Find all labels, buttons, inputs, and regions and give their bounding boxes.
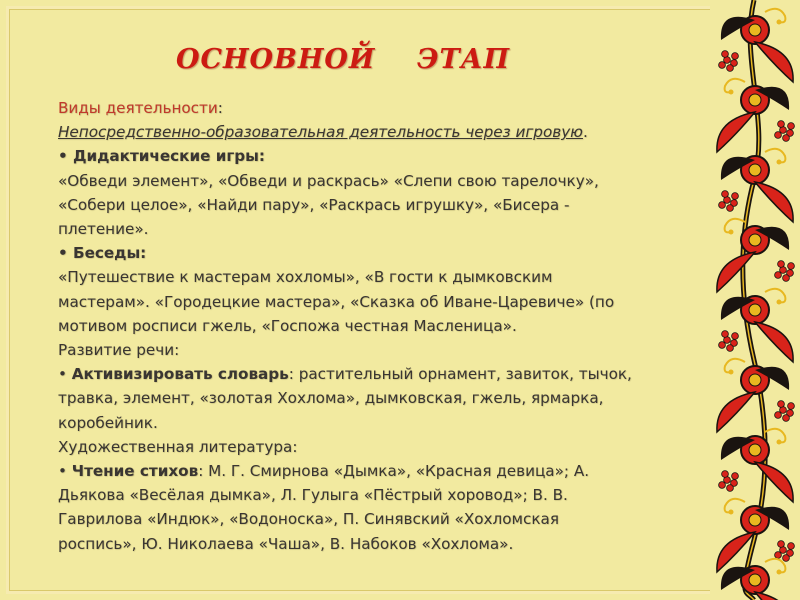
vocab-text: : растительный орнамент, завиток, тычок, [288,365,632,384]
didactic-line: плетение». [58,220,149,239]
literature-label: Художественная литература: [58,437,298,456]
vocab-line [58,362,718,386]
talks-heading: • Беседы: [58,244,147,263]
vocab-heading: Активизировать словарь [71,365,289,384]
activities-sub-line [58,120,718,144]
activities-colon: : [217,99,223,117]
talks-line: «Путешествие к мастерам хохломы», «В гости к дымковским [58,268,553,287]
activities-label: Виды деятельности [58,99,218,117]
speech-label: Развитие речи: [58,341,180,360]
didactic-line: «Обведи элемент», «Обведи и раскрась» «Слепи свою тарелочку», [58,171,599,190]
vocab-line: коробейник. [58,413,158,432]
poems-line: Гаврилова «Индюк», «Водоноска», П. Синявский «Хохломская [58,510,559,529]
poems-text: : М. Г. Смирнова «Дымка», «Красная девица»; А. [198,462,590,481]
talks-line: мастерам». «Городецкие мастера», «Сказка об Иване-Царевиче» (по [58,292,615,311]
activities-sub-dot: . [582,123,588,142]
activities-subtitle: Непосредственно-образовательная деятельность через игровую [58,123,583,142]
page-title: ОСНОВНОЙ ЭТАП [176,44,511,75]
poems-line: Дьякова «Весёлая дымка», Л. Гулыга «Пёстрый хоровод»; В. В. [58,486,568,505]
vocab-bullet: • [58,365,72,384]
activities-line [58,96,718,120]
poems-line: роспись», Ю. Николаева «Чаша», В. Набоков «Хохлома». [58,534,514,553]
poems-bullet: • [58,462,72,481]
poems-line [58,459,718,483]
didactic-heading: • Дидактические игры: [58,147,265,166]
talks-line: мотивом росписи гжель, «Госпожа честная Масленица». [58,316,517,335]
vocab-line: травка, элемент, «золотая Хохлома», дымковская, гжель, ярмарка, [58,389,604,408]
poems-heading: Чтение стихов [71,462,199,481]
khokhloma-border-icon [710,0,800,600]
slide-body [58,96,718,556]
didactic-line: «Собери целое», «Найди пару», «Раскрась игрушку», «Бисера - [58,195,570,214]
